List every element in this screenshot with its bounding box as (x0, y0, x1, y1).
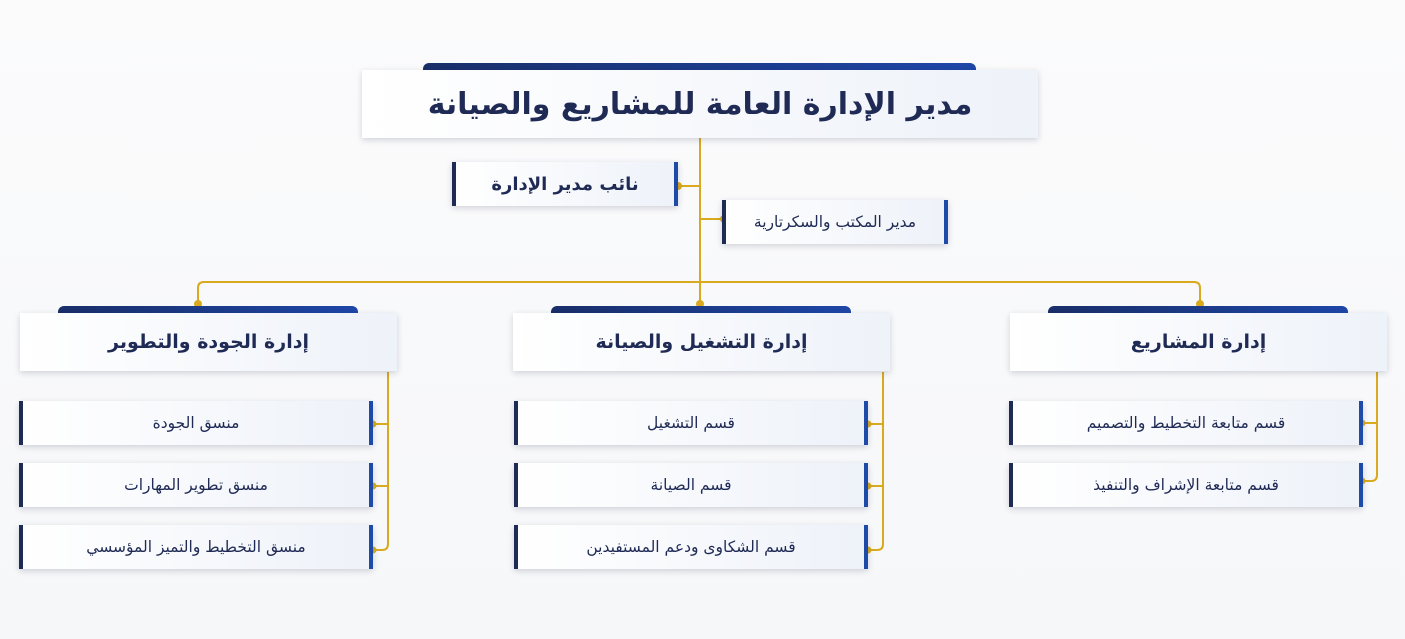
unit-excellence-coordinator-label: منسق التخطيط والتميز المؤسسي (86, 538, 306, 556)
unit-operation-label: قسم التشغيل (647, 414, 735, 432)
unit-quality-coordinator (19, 401, 373, 445)
root-node (362, 70, 1038, 138)
unit-operation (514, 401, 868, 445)
unit-planning-design-label: قسم متابعة التخطيط والتصميم (1086, 414, 1286, 432)
unit-maintenance-label: قسم الصيانة (650, 476, 732, 494)
unit-skills-coordinator (19, 463, 373, 507)
dept-projects (1010, 313, 1387, 371)
unit-complaints-support-label: قسم الشكاوى ودعم المستفيدين (586, 538, 796, 556)
unit-supervision-execution (1009, 463, 1363, 507)
dept-projects-label: إدارة المشاريع (1130, 331, 1267, 353)
dept-quality-label: إدارة الجودة والتطوير (108, 331, 309, 353)
deputy-node-label: نائب مدير الإدارة (491, 173, 639, 195)
office-node-label: مدير المكتب والسكرتارية (753, 213, 917, 231)
dept-operations-label: إدارة التشغيل والصيانة (595, 331, 808, 353)
root-node-label: مدير الإدارة العامة للمشاريع والصيانة (427, 86, 973, 122)
unit-excellence-coordinator (19, 525, 373, 569)
dept-operations (513, 313, 890, 371)
unit-planning-design (1009, 401, 1363, 445)
unit-skills-coordinator-label: منسق تطوير المهارات (124, 476, 268, 494)
deputy-node (452, 162, 678, 206)
dept-quality (20, 313, 397, 371)
unit-supervision-execution-label: قسم متابعة الإشراف والتنفيذ (1093, 476, 1279, 494)
unit-complaints-support (514, 525, 868, 569)
unit-maintenance (514, 463, 868, 507)
unit-quality-coordinator-label: منسق الجودة (152, 414, 240, 432)
office-node (722, 200, 948, 244)
